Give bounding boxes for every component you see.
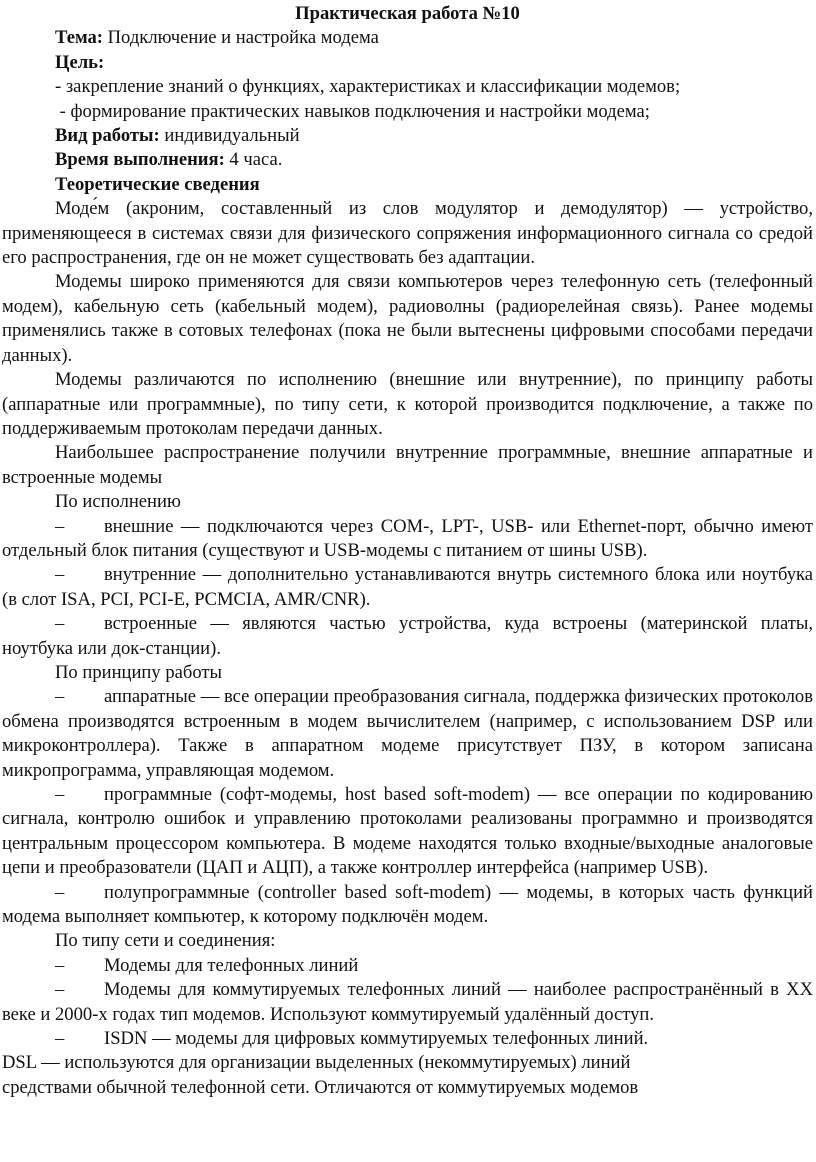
section-heading-principle: По принципу работы	[55, 661, 222, 683]
topic-value: Подключение и настройка модема	[102, 27, 379, 49]
goal-item: - закрепление знаний о функциях, характеристиках и классификации модемов;	[55, 76, 681, 98]
section-heading-network: По типу сети и соединения:	[55, 930, 276, 952]
paragraph: Модемы широко применяются для связи компьютеров через телефонную сеть (телефонный модем), кабельную сеть (кабельный модем), радиоволны (радиорелейная связь). Ранее модемы применялись также в сотовых телефонах (пока не были вытеснены цифровыми способами передачи данных).	[2, 271, 813, 366]
list-item-text: полупрограммные (controller based soft-modem) — модемы, в которых часть функций модема выполняет компьютер, к которому подключён модем.	[2, 881, 813, 928]
section-heading-design: По исполнению	[55, 491, 181, 513]
list-dash: –	[55, 515, 65, 537]
topic-line	[2, 26, 813, 50]
list-item	[2, 612, 813, 661]
list-dash: –	[55, 881, 65, 903]
duration-label: Время выполнения:	[55, 149, 225, 171]
dsl-line: DSL — используются для организации выделенных (некоммутируемых) линий	[2, 1052, 631, 1074]
paragraph: Моде́м (акроним, составленный из слов модулятор и демодулятор) — устройство, применяющееся в системах связи для физического сопряжения информационного сигнала со средой его распространения, где он не может существовать без адаптации.	[2, 198, 813, 269]
list-item	[2, 1027, 813, 1051]
work-type-label: Вид работы:	[55, 125, 160, 147]
list-item-text: аппаратные — все операции преобразования сигнала, поддержка физических протоколов обмена производятся встроенным в модем вычислителем (например, с использованием DSP или микроконтроллера). Также в аппаратном модеме присутствует ПЗУ, в котором записана микропрограмма, управляющая модемом.	[2, 686, 813, 781]
list-item	[2, 954, 813, 978]
list-dash: –	[55, 613, 65, 635]
list-item-text: внешние — подключаются через COM-, LPT-, USB- или Ethernet-порт, обычно имеют отдельный блок питания (существуют и USB-модемы с питанием от шины USB).	[2, 515, 813, 561]
list-dash: –	[55, 954, 65, 976]
paragraph: Модемы различаются по исполнению (внешние или внутренние), по принципу работы (аппаратные или программные), по типу сети, к которой производится подключение, а также по поддерживаемым протоколам передачи данных.	[2, 369, 813, 439]
list-item-text: встроенные — являются частью устройства, куда встроены (материнской платы, ноутбука или док-станции).	[2, 613, 813, 659]
theory-heading: Теоретические сведения	[55, 173, 260, 195]
dsl-line: средствами обычной телефонной сети. Отличаются от коммутируемых модемов	[2, 1076, 639, 1098]
list-dash: –	[55, 979, 65, 1001]
list-item-text: программные (софт-модемы, host based soft-modem) — все операции по кодированию сигнала, контролю ошибок и управлению протоколами реализованы программно и производятся центральным процессором компьютера. В модеме находятся только входные/выходные аналоговые цепи и преобразователи (ЦАП и АЦП), а также контроллер интерфейса (например USB).	[2, 784, 813, 879]
paragraph: Наибольшее распространение получили внутренние программные, внешние аппаратные и встроенные модемы	[2, 442, 813, 488]
page-title: Практическая работа №10	[295, 3, 520, 24]
list-dash: –	[55, 784, 65, 805]
list-item	[2, 563, 813, 612]
topic-label: Тема:	[55, 27, 103, 49]
list-item-text: внутренние — дополнительно устанавливаются внутрь системного блока или ноутбука (в слот ISA, PCI, PCI-E, PCMCIA, AMR/CNR).	[2, 564, 813, 610]
work-type-line	[2, 124, 813, 148]
work-type-value: индивидуальный	[159, 125, 300, 147]
list-item	[2, 881, 813, 930]
goal-item: - формирование практических навыков подключения и настройки модема;	[55, 100, 650, 122]
duration-value: 4 часа.	[224, 149, 283, 171]
list-item-text: Модемы для телефонных линий	[104, 954, 359, 976]
list-dash: –	[55, 686, 65, 708]
list-dash: –	[55, 1028, 65, 1050]
goal-label: Цель:	[55, 51, 105, 73]
list-dash: –	[55, 564, 65, 586]
list-item	[2, 515, 813, 564]
list-item-text: Модемы для коммутируемых телефонных линий — наиболее распространённый в XX веке и 2000-х годах тип модемов. Используют коммутируемый удалённый доступ.	[2, 979, 813, 1025]
list-item	[2, 978, 813, 1027]
duration-line	[2, 148, 813, 172]
list-item	[2, 783, 813, 881]
list-item-text: ISDN — модемы для цифровых коммутируемых телефонных линий.	[104, 1028, 649, 1050]
list-item	[2, 685, 813, 783]
